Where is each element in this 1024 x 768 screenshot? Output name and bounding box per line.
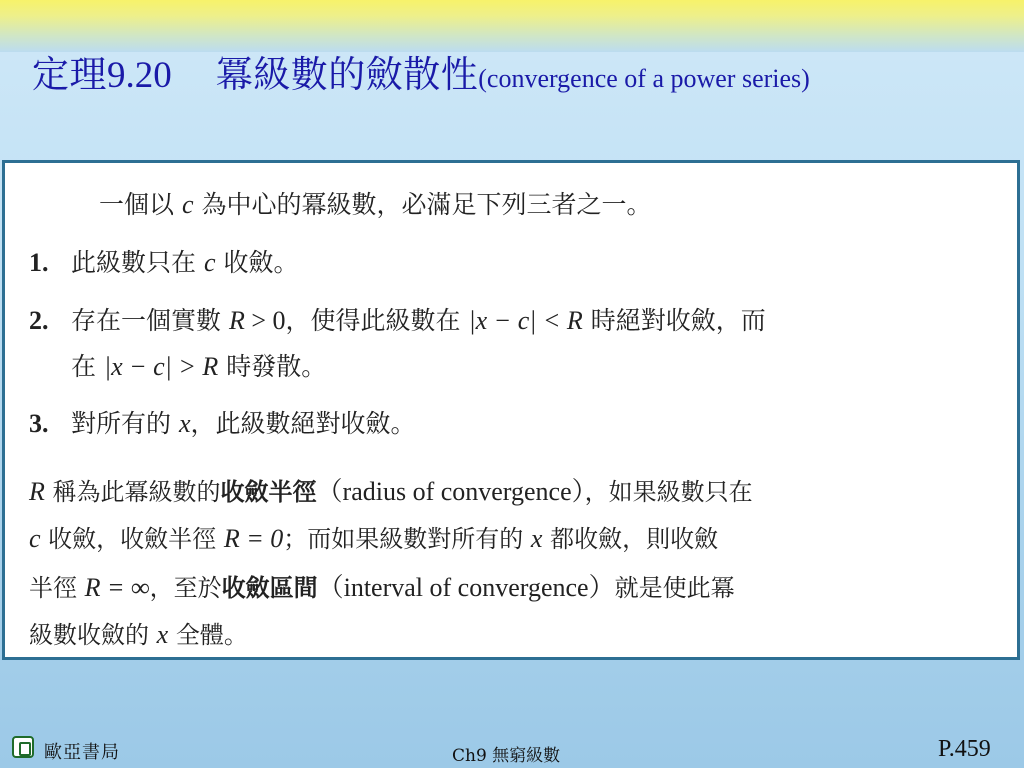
page-number: P.459 <box>938 736 991 762</box>
term-interval: 收斂區間 <box>221 574 318 602</box>
intro-line: 一個以 c 為中心的冪級數，必滿足下列三者之一。 <box>99 190 652 219</box>
theorem-number: 9.20 <box>107 55 172 96</box>
item-2-line-1: 2. 存在一個實數 R > 0，使得此級數在 |x − c| < R 時絕對收斂，而 <box>29 306 766 335</box>
chapter-label: Ch9 無窮級數 <box>452 746 561 766</box>
term-radius: 收斂半徑 <box>220 478 317 506</box>
publisher-logo-icon <box>12 736 34 758</box>
item-3: 3. 對所有的 x，此級數絕對收斂。 <box>29 409 416 438</box>
publisher-name: 歐亞書局 <box>44 742 120 763</box>
slide-title <box>32 44 1012 104</box>
theorem-content-box <box>2 160 1020 660</box>
title-chinese: 冪級數的斂散性 <box>215 53 479 96</box>
title-english: (convergence of a power series) <box>478 64 810 93</box>
item-1: 1. 此級數只在 c 收斂。 <box>29 248 299 277</box>
definition-line-1: R 稱為此冪級數的收斂半徑（radius of convergence），如果級數只在 <box>29 477 753 506</box>
definition-line-3: 半徑 R = ∞，至於收斂區間（interval of convergence）就是使此冪 <box>29 573 735 602</box>
item-2-line-2: 在 |x − c| > R 時發散。 <box>71 352 327 381</box>
title-prefix: 定理 <box>32 53 107 96</box>
definition-line-2: c 收斂，收斂半徑 R = 0；而如果級數對所有的 x 都收斂，則收斂 <box>29 524 719 553</box>
definition-line-4: 級數收斂的 x 全體。 <box>29 620 248 649</box>
